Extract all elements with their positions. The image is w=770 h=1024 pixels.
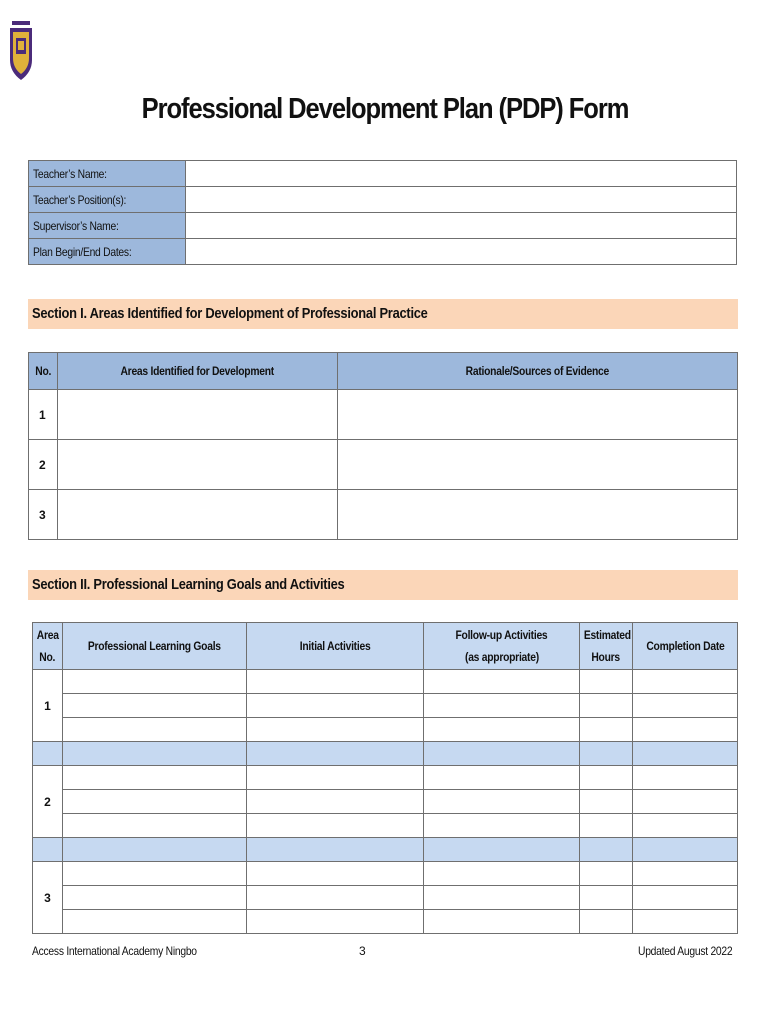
- followup-field[interactable]: [424, 718, 580, 742]
- completion-date-field[interactable]: [633, 886, 738, 910]
- goal-field[interactable]: [63, 814, 247, 838]
- goal-field[interactable]: [63, 670, 247, 694]
- initial-activity-field[interactable]: [247, 718, 424, 742]
- initial-activity-field[interactable]: [247, 910, 424, 934]
- area-field[interactable]: [58, 490, 338, 540]
- hours-field[interactable]: [580, 670, 633, 694]
- footer-page-number: 3: [359, 944, 366, 958]
- teacher-name-field[interactable]: [186, 161, 737, 187]
- initial-activity-field[interactable]: [247, 766, 424, 790]
- separator-row: [33, 838, 738, 862]
- hours-field[interactable]: [580, 886, 633, 910]
- completion-date-field[interactable]: [633, 910, 738, 934]
- table-row: [33, 790, 738, 814]
- area-field[interactable]: [58, 440, 338, 490]
- info-label: Supervisor’s Name:: [29, 213, 186, 239]
- page-title: Professional Development Plan (PDP) Form: [141, 93, 629, 125]
- completion-date-field[interactable]: [633, 766, 738, 790]
- followup-field[interactable]: [424, 694, 580, 718]
- info-row: [29, 187, 737, 213]
- hours-field[interactable]: [580, 694, 633, 718]
- teacher-position-field[interactable]: [186, 187, 737, 213]
- followup-field[interactable]: [424, 766, 580, 790]
- goal-field[interactable]: [63, 694, 247, 718]
- col-header-area-no: Area No.: [33, 623, 63, 670]
- completion-date-field[interactable]: [633, 670, 738, 694]
- area-number: 3: [33, 862, 63, 934]
- followup-field[interactable]: [424, 790, 580, 814]
- completion-date-field[interactable]: [633, 814, 738, 838]
- followup-field[interactable]: [424, 886, 580, 910]
- completion-date-field[interactable]: [633, 718, 738, 742]
- followup-field[interactable]: [424, 910, 580, 934]
- footer-school-name: Access International Academy Ningbo: [32, 944, 197, 958]
- rationale-field[interactable]: [338, 440, 738, 490]
- info-label: Teacher’s Position(s):: [29, 187, 186, 213]
- teacher-info-table: [28, 160, 737, 265]
- hours-field[interactable]: [580, 790, 633, 814]
- school-crest-logo: [9, 20, 33, 82]
- col-header-completion: Completion Date: [633, 623, 738, 670]
- rationale-field[interactable]: [338, 390, 738, 440]
- initial-activity-field[interactable]: [247, 790, 424, 814]
- goal-field[interactable]: [63, 766, 247, 790]
- followup-field[interactable]: [424, 670, 580, 694]
- hours-field[interactable]: [580, 814, 633, 838]
- completion-date-field[interactable]: [633, 694, 738, 718]
- table-row: [29, 490, 738, 540]
- col-header-hours: Estimated Hours: [580, 623, 633, 670]
- followup-field[interactable]: [424, 814, 580, 838]
- separator-row: [33, 742, 738, 766]
- table-row: [33, 766, 738, 790]
- table-row: [33, 670, 738, 694]
- area-field[interactable]: [58, 390, 338, 440]
- completion-date-field[interactable]: [633, 790, 738, 814]
- supervisor-name-field[interactable]: [186, 213, 737, 239]
- table-row: [33, 814, 738, 838]
- hours-field[interactable]: [580, 718, 633, 742]
- initial-activity-field[interactable]: [247, 814, 424, 838]
- info-label: Plan Begin/End Dates:: [29, 239, 186, 265]
- section-2-heading: Section II. Professional Learning Goals and Activities: [28, 570, 738, 600]
- learning-goals-table: [32, 622, 738, 934]
- col-header-no: No.: [29, 353, 58, 390]
- goal-field[interactable]: [63, 790, 247, 814]
- col-header-rationale: Rationale/Sources of Evidence: [338, 353, 738, 390]
- table-row: [33, 718, 738, 742]
- hours-field[interactable]: [580, 862, 633, 886]
- col-header-followup: Follow-up Activities (as appropriate): [424, 623, 580, 670]
- table-row: [29, 390, 738, 440]
- goal-field[interactable]: [63, 910, 247, 934]
- hours-field[interactable]: [580, 910, 633, 934]
- goal-field[interactable]: [63, 718, 247, 742]
- col-header-initial: Initial Activities: [247, 623, 424, 670]
- col-header-goals: Professional Learning Goals: [63, 623, 247, 670]
- initial-activity-field[interactable]: [247, 670, 424, 694]
- area-number: 2: [33, 766, 63, 838]
- rationale-field[interactable]: [338, 490, 738, 540]
- row-number: 2: [29, 440, 58, 490]
- info-row: [29, 161, 737, 187]
- row-number: 1: [29, 390, 58, 440]
- info-row: [29, 239, 737, 265]
- goal-field[interactable]: [63, 886, 247, 910]
- hours-field[interactable]: [580, 766, 633, 790]
- table-row: [33, 886, 738, 910]
- table-row: [29, 440, 738, 490]
- col-header-areas: Areas Identified for Development: [58, 353, 338, 390]
- area-number: 1: [33, 670, 63, 742]
- info-label: Teacher’s Name:: [29, 161, 186, 187]
- table-row: [33, 910, 738, 934]
- row-number: 3: [29, 490, 58, 540]
- completion-date-field[interactable]: [633, 862, 738, 886]
- plan-dates-field[interactable]: [186, 239, 737, 265]
- section-1-heading: Section I. Areas Identified for Development of Professional Practice: [28, 299, 738, 329]
- table-row: [33, 862, 738, 886]
- followup-field[interactable]: [424, 862, 580, 886]
- initial-activity-field[interactable]: [247, 862, 424, 886]
- table-row: [33, 694, 738, 718]
- goal-field[interactable]: [63, 862, 247, 886]
- info-row: [29, 213, 737, 239]
- footer-updated-date: Updated August 2022: [638, 944, 733, 958]
- development-areas-table: [28, 352, 738, 540]
- initial-activity-field[interactable]: [247, 886, 424, 910]
- initial-activity-field[interactable]: [247, 694, 424, 718]
